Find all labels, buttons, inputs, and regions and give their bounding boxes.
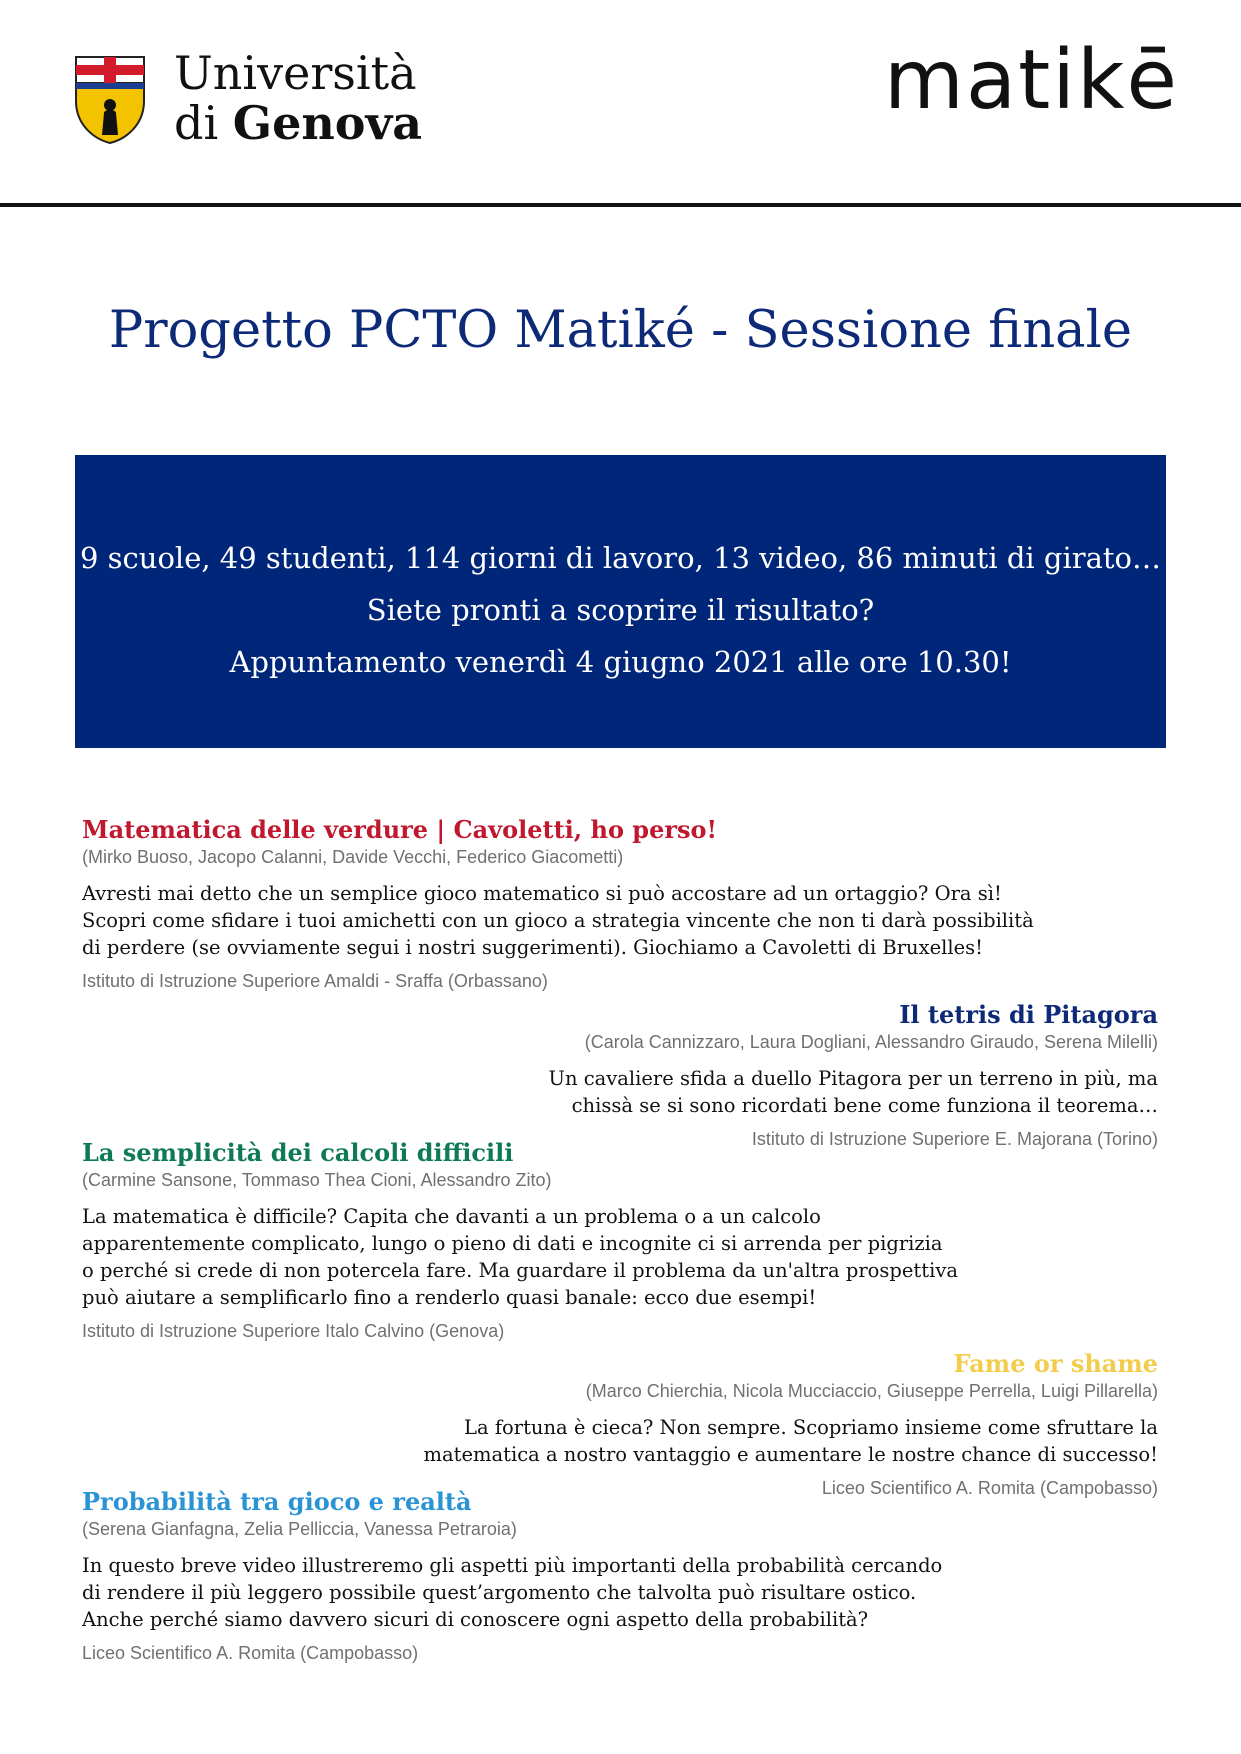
video-authors: (Serena Gianfagna, Zelia Pelliccia, Vanessa Petraroia) <box>82 1519 517 1539</box>
video-title: Fame or shame <box>953 1349 1158 1378</box>
banner-line: Siete pronti a scoprire il risultato? <box>366 593 875 627</box>
video-school: Liceo Scientifico A. Romita (Campobasso) <box>82 1643 419 1664</box>
video-school: Istituto di Istruzione Superiore Amaldi - Sraffa (Orbassano) <box>82 971 548 992</box>
description-line: In questo breve video illustreremo gli aspetti più importanti della probabilità cercando <box>82 1554 943 1578</box>
video-entry <box>82 1138 1174 1344</box>
description-line: Scopri come sfidare i tuoi amichetti con un gioco a strategia vincente che non ti darà possibilità <box>82 909 1034 933</box>
video-title: La semplicità dei calcoli difficili <box>82 1138 514 1167</box>
video-description <box>82 880 1174 961</box>
university-city: Genova <box>232 96 423 150</box>
video-authors: (Carmine Sansone, Tommaso Thea Cioni, Alessandro Zito) <box>82 1170 552 1190</box>
university-line2 <box>174 96 423 150</box>
announcement-banner <box>75 455 1166 748</box>
video-school: Liceo Scientifico A. Romita (Campobasso) <box>821 1478 1158 1499</box>
description-line: Avresti mai detto che un semplice gioco matematico si può accostare ad un ortaggio? Ora sì! <box>82 882 1002 906</box>
description-line: apparentemente complicato, lungo o pieno di dati e incognite ci si arrenda per pigrizia <box>82 1232 943 1256</box>
video-title: Probabilità tra gioco e realtà <box>82 1487 472 1516</box>
description-line: La fortuna è cieca? Non sempre. Scopriamo insieme come sfruttare la <box>464 1416 1158 1440</box>
matike-logo: matikē <box>884 33 1179 128</box>
video-description <box>66 1414 1158 1468</box>
description-line: o perché si crede di non potercela fare. Ma guardare il problema da un'altra prospettiva <box>82 1259 958 1283</box>
video-entry <box>66 1000 1158 1152</box>
video-title: Il tetris di Pitagora <box>899 1000 1158 1029</box>
video-school: Istituto di Istruzione Superiore E. Majorana (Torino) <box>751 1129 1158 1150</box>
video-title: Matematica delle verdure | Cavoletti, ho perso! <box>82 815 718 844</box>
description-line: chissà se si sono ricordati bene come funziona il teorema… <box>571 1094 1158 1118</box>
description-line: matematica a nostro vantaggio e aumentare le nostre chance di successo! <box>423 1443 1158 1467</box>
university-prefix: di <box>174 96 219 150</box>
video-description <box>82 1203 1174 1311</box>
video-entry <box>66 1349 1158 1501</box>
video-school: Istituto di Istruzione Superiore Italo Calvino (Genova) <box>82 1321 505 1342</box>
banner-line: 9 scuole, 49 studenti, 114 giorni di lavoro, 13 video, 86 minuti di girato… <box>80 541 1161 575</box>
description-line: può aiutare a semplificarlo fino a renderlo quasi banale: ecco due esempi! <box>82 1286 817 1310</box>
page-header <box>0 0 1241 206</box>
header-divider <box>0 203 1241 207</box>
description-line: La matematica è difficile? Capita che davanti a un problema o a un calcolo <box>82 1205 821 1229</box>
video-description <box>66 1065 1158 1119</box>
description-line: Un cavaliere sfida a duello Pitagora per un terreno in più, ma <box>548 1067 1158 1091</box>
university-name <box>174 46 423 150</box>
video-authors: (Mirko Buoso, Jacopo Calanni, Davide Vecchi, Federico Giacometti) <box>82 847 624 867</box>
video-authors: (Carola Cannizzaro, Laura Dogliani, Alessandro Giraudo, Serena Milelli) <box>584 1032 1158 1052</box>
description-line: Anche perché siamo davvero sicuri di conoscere ogni aspetto della probabilità? <box>82 1608 869 1632</box>
video-description <box>82 1552 1174 1633</box>
video-entry <box>82 1487 1174 1666</box>
banner-line: Appuntamento venerdì 4 giugno 2021 alle ore 10.30! <box>229 645 1012 679</box>
unige-crest-icon <box>74 55 146 145</box>
video-entry <box>82 815 1174 994</box>
university-line1: Università <box>174 46 417 100</box>
description-line: di perdere (se ovviamente segui i nostri suggerimenti). Giochiamo a Cavoletti di Bruxelles! <box>82 936 984 960</box>
description-line: di rendere il più leggero possibile quest’argomento che talvolta può risultare ostico. <box>82 1581 917 1605</box>
video-authors: (Marco Chierchia, Nicola Mucciaccio, Giuseppe Perrella, Luigi Pillarella) <box>585 1381 1158 1401</box>
page-title: Progetto PCTO Matiké - Sessione finale <box>108 301 1133 360</box>
